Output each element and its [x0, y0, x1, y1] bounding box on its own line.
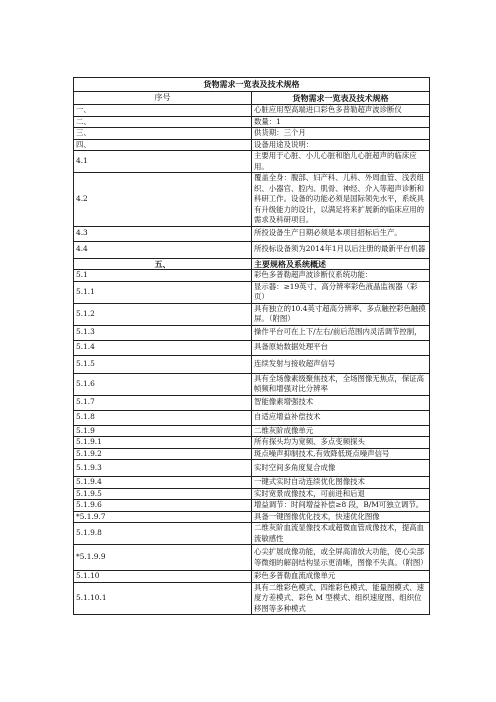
row-number: 5.1 [74, 270, 252, 282]
row-number: 5.1.5 [74, 355, 252, 373]
row-description: 自适应增益补偿技术 [252, 410, 430, 425]
row-number: 5.1.9.4 [74, 477, 252, 489]
row-number: 一、 [74, 105, 252, 117]
row-description: 彩色多普勒超声波诊断仪系统功能： [252, 270, 430, 282]
table-row [74, 571, 430, 583]
row-description: 具备一键图像优化技术，快速优化图像 [252, 511, 430, 523]
table-row [74, 448, 430, 460]
table-row [74, 460, 430, 477]
row-number: 5.1.9.6 [74, 500, 252, 512]
table-row [74, 151, 430, 173]
table-row [74, 340, 430, 355]
row-number: 二、 [74, 116, 252, 128]
table-row [74, 395, 430, 410]
table-row [74, 116, 430, 128]
row-description: 设备用途及说明： [252, 139, 430, 151]
row-number: 4.4 [74, 241, 252, 258]
table-row [74, 355, 430, 373]
table-row [74, 410, 430, 425]
table-row [74, 139, 430, 151]
table-row [74, 258, 430, 270]
table-row [74, 241, 430, 258]
table-row [74, 523, 430, 545]
table-row [74, 173, 430, 227]
row-number: 5.1.9.3 [74, 460, 252, 477]
row-description: 心脏应用型高端进口彩色多普勒超声波诊断仪 [252, 105, 430, 117]
row-number: *5.1.9.9 [74, 545, 252, 571]
row-number: 三、 [74, 128, 252, 140]
row-number: 5.1.2 [74, 303, 252, 325]
row-number: 5.1.10 [74, 571, 252, 583]
row-description: 供货期：三个月 [252, 128, 430, 140]
header-row [74, 92, 430, 105]
table-title: 货物需求一览表及技术规格 [74, 78, 430, 92]
row-number: 五、 [74, 258, 252, 270]
table-row [74, 270, 430, 282]
row-description: 实时宽景成像技术，可前进和后退 [252, 488, 430, 500]
table-row [74, 488, 430, 500]
row-description: 彩色多普勒血流成像单元 [252, 571, 430, 583]
row-number: 5.1.9 [74, 425, 252, 437]
row-description: 具备原始数据处理平台 [252, 340, 430, 355]
header-number: 序号 [74, 92, 252, 105]
row-description: 二维灰阶成像单元 [252, 425, 430, 437]
row-number: 5.1.9.1 [74, 437, 252, 449]
row-number: 5.1.8 [74, 410, 252, 425]
row-description: 具有二维彩色模式、四维彩色模式、能量图模式、速度方差模式、彩色 M 型模式、组织速度图、组织位移图等多种模式 [252, 582, 430, 615]
table-row [74, 582, 430, 615]
row-description: 实时空间多角度复合成像 [252, 460, 430, 477]
table-row [74, 500, 430, 512]
row-description: 操作平台可在上下/左右/前后范围内灵活调节控制， [252, 325, 430, 340]
row-number: 4.1 [74, 151, 252, 173]
header-spec: 货物需求一览表及技术规格 [252, 92, 430, 105]
spec-table [73, 77, 430, 615]
row-description: 显示器：≥19英寸、高分辨率彩色液晶监视器（彩页） [252, 281, 430, 303]
row-number: 5.1.6 [74, 373, 252, 395]
row-description: 主要用于心脏、小儿心脏和胎儿心脏超声的临床应用。 [252, 151, 430, 173]
row-description: 所投标设备须为2014年1月以后注册的最新平台机器 [252, 241, 430, 258]
row-description: 所有探头均为宽频、多点变频探头 [252, 437, 430, 449]
row-description: 增益调节：时间增益补偿≥8 段，B/M可独立调节。 [252, 500, 430, 512]
row-number: 5.1.9.2 [74, 448, 252, 460]
row-description: 数量：1 [252, 116, 430, 128]
row-description: 主要规格及系统概述 [252, 258, 430, 270]
row-number: 5.1.7 [74, 395, 252, 410]
table-row [74, 437, 430, 449]
row-description: 二维灰阶血流显像技术或超微血管成像技术，提高血流敏感性 [252, 523, 430, 545]
row-description: 具有独立的10.4英寸超高分辨率、多点触控彩色触摸屏。（附图） [252, 303, 430, 325]
row-number: 四、 [74, 139, 252, 151]
row-number: 5.1.9.8 [74, 523, 252, 545]
row-number: 5.1.9.5 [74, 488, 252, 500]
row-description: 具有全场像素级聚焦技术，全场图像无焦点，保证高帧频和增强对比分辨率 [252, 373, 430, 395]
row-description: 连续发射与接收超声信号 [252, 355, 430, 373]
table-row [74, 373, 430, 395]
row-description: 一键式实时自动连续优化图像技术 [252, 477, 430, 489]
row-number: 4.3 [74, 226, 252, 241]
table-row [74, 425, 430, 437]
row-number: 5.1.1 [74, 281, 252, 303]
table-row [74, 105, 430, 117]
row-number: *5.1.9.7 [74, 511, 252, 523]
table-row [74, 325, 430, 340]
row-description: 智能像素增强技术 [252, 395, 430, 410]
table-row [74, 226, 430, 241]
table-row [74, 281, 430, 303]
row-number: 5.1.10.1 [74, 582, 252, 615]
row-number: 4.2 [74, 173, 252, 227]
row-description: 所投设备生产日期必须是本项目招标后生产。 [252, 226, 430, 241]
row-number: 5.1.3 [74, 325, 252, 340]
table-title-row [74, 78, 430, 92]
row-description: 斑点噪声抑制技术,有效降低斑点噪声信号 [252, 448, 430, 460]
row-description: 覆盖全身：腹部、妇产科、儿科、外周血管、浅表组织、小器官、腔内、肌骨、神经、介入等超声诊断和科研工作。设备的功能必须是国际领先水平，系统具有升级能力的设计，以满足将来扩展新的临床应用的需求及科研项目。 [252, 173, 430, 227]
row-number: 5.1.4 [74, 340, 252, 355]
table-row [74, 128, 430, 140]
row-description: 心尖扩展成像功能，或全屏高清放大功能，使心尖部等微细的解剖结构显示更清晰，图像不失真。（附图） [252, 545, 430, 571]
table-row [74, 477, 430, 489]
table-row [74, 303, 430, 325]
table-row [74, 511, 430, 523]
table-row [74, 545, 430, 571]
